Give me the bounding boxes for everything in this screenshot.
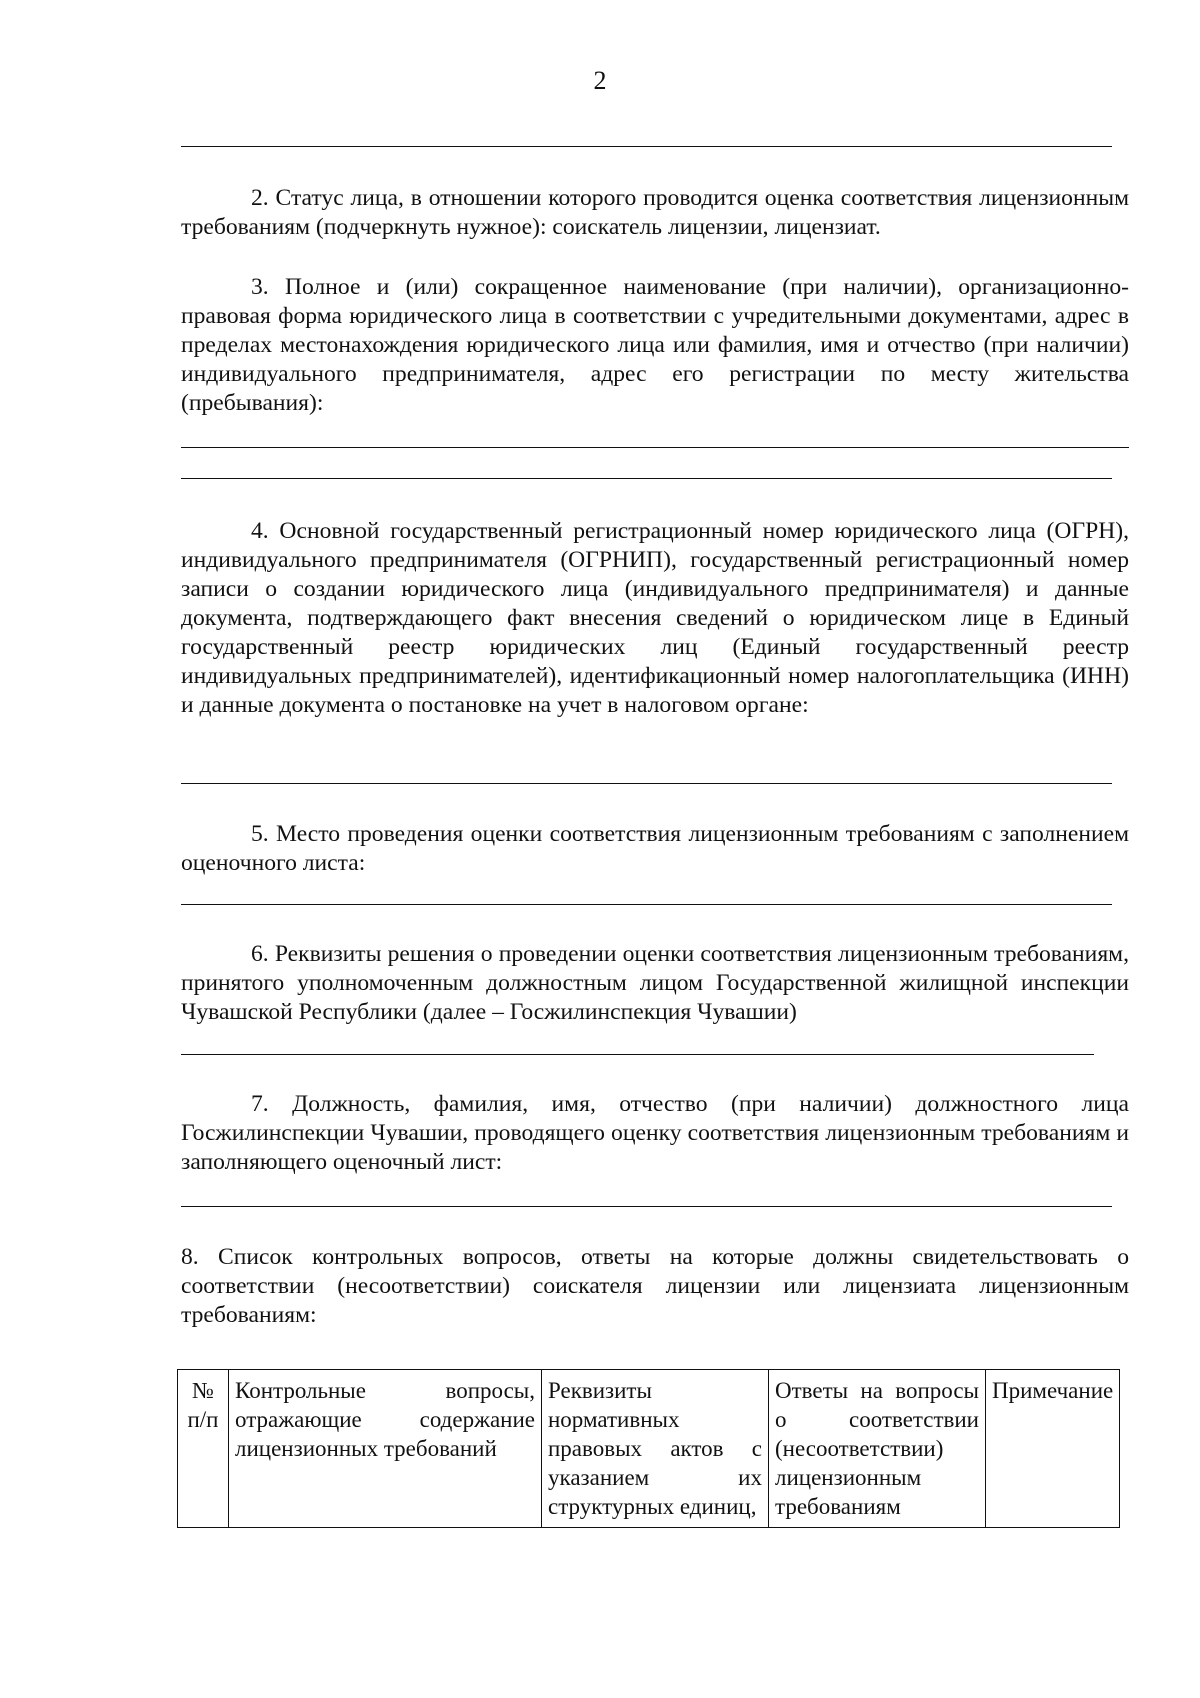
col-legal-acts-header: Реквизиты нормативных правовых актов с указанием их структурных единиц,	[542, 1370, 769, 1528]
header-rule	[181, 146, 1112, 147]
col-number-header: № п/п	[178, 1370, 229, 1528]
fill-line-7[interactable]	[181, 1206, 1112, 1207]
checklist-table	[177, 1369, 1120, 1528]
section-2-status: 2. Статус лица, в отношении которого проводится оценка соответствия лицензионным требованиям (подчеркнуть нужное): соискатель лицензии, лицензиат.	[181, 185, 1129, 240]
section-8-checklist-intro: 8. Список контрольных вопросов, ответы на которые должны свидетельствовать о соответствии (несоответствии) соискателя лицензии или лицензиата лицензионным требованиям:	[181, 1244, 1129, 1328]
table-header-row	[178, 1370, 1120, 1528]
page-number: 2	[593, 66, 607, 95]
fill-line-3b[interactable]	[181, 478, 1112, 479]
col-questions-header: Контрольные вопросы, отражающие содержание лицензионных требований	[229, 1370, 542, 1528]
section-6-decision: 6. Реквизиты решения о проведении оценки соответствия лицензионным требованиям, принятого уполномоченным должностным лицом Государственной жилищной инспекции Чувашской Республики (далее – Госжилинспекция Чувашии)	[181, 941, 1129, 1025]
fill-line-5[interactable]	[181, 904, 1112, 905]
col-notes-header: Примечание	[986, 1370, 1120, 1528]
section-3-name-address: 3. Полное и (или) сокращенное наименование (при наличии), организационно-правовая форма юридического лица в соответствии с учредительными документами, адрес в пределах местонахождения юридического лица или фамилия, имя и отчество (при наличии) индивидуального предпринимателя, адрес его регистрации по месту жительства (пребывания):	[181, 274, 1129, 416]
fill-line-3a[interactable]	[181, 447, 1129, 448]
section-7-official: 7. Должность, фамилия, имя, отчество (при наличии) должностного лица Госжилинспекции Чувашии, проводящего оценку соответствия лицензионным требованиям и заполняющего оценочный лист:	[181, 1091, 1129, 1175]
section-4-registration: 4. Основной государственный регистрационный номер юридического лица (ОГРН), индивидуального предпринимателя (ОГРНИП), государственный регистрационный номер записи о создании юридического лица (индивидуального предпринимателя) и данные документа, подтверждающего факт внесения сведений о юридическом лице в Единый государственный реестр юридических лиц (Единый государственный реестр индивидуальных предпринимателей), идентификационный номер налогоплательщика (ИНН) и данные документа о постановке на учет в налоговом органе:	[181, 518, 1129, 718]
col-answers-header: Ответы на вопросы о соответствии (несоответствии) лицензионным требованиям	[769, 1370, 986, 1528]
fill-line-4[interactable]	[181, 783, 1112, 784]
section-5-place: 5. Место проведения оценки соответствия лицензионным требованиям с заполнением оценочного листа:	[181, 821, 1129, 876]
fill-line-6[interactable]	[181, 1054, 1094, 1055]
